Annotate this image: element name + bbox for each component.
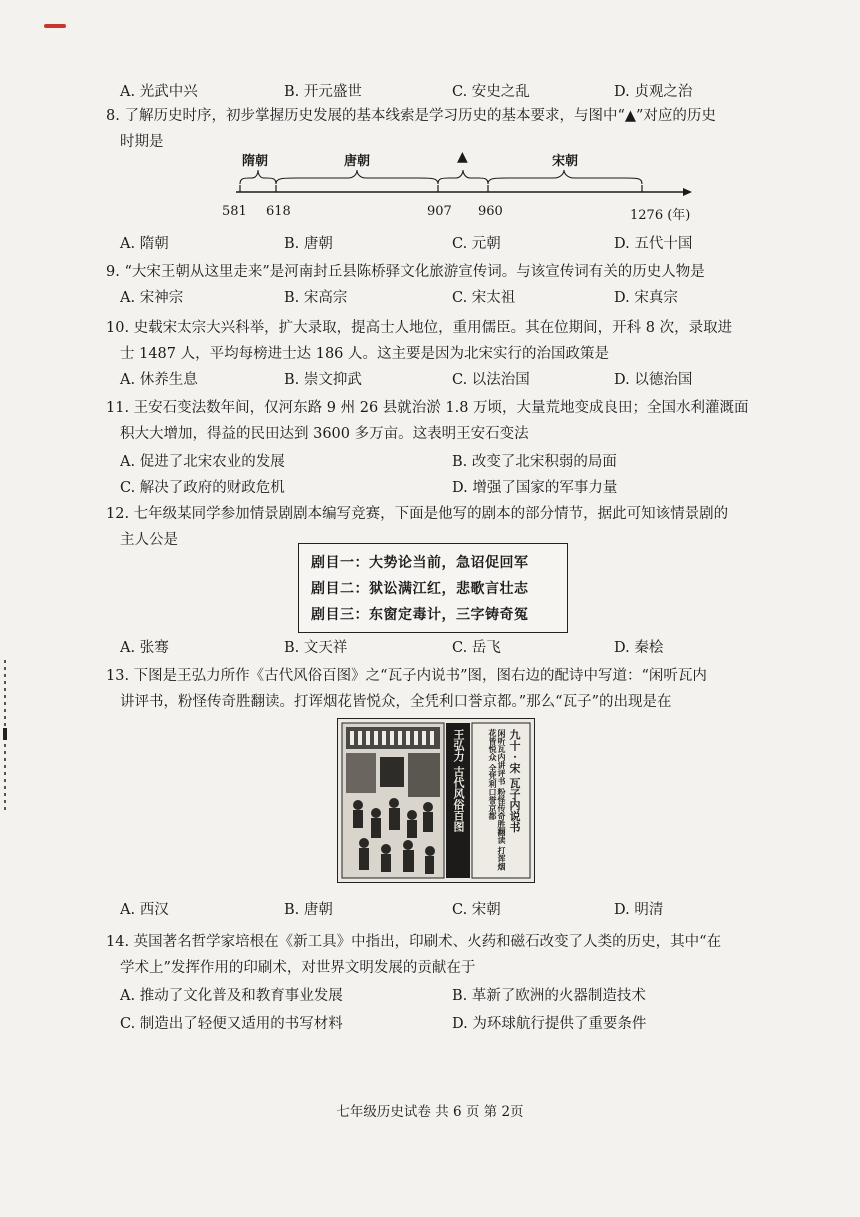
- q13-option-d: D. 明清: [614, 902, 664, 918]
- q13-option-a: A. 西汉: [120, 902, 169, 918]
- timeline-year-581: 581: [222, 204, 247, 219]
- timeline-diagram: [222, 148, 698, 224]
- q11-stem-line2: 积大大增加，得益的民田达到 3600 多万亩。这表明王安石变法: [120, 426, 529, 442]
- q11-option-c: C. 解决了政府的财政危机: [120, 480, 285, 496]
- q9-option-d: D. 宋真宗: [614, 290, 678, 306]
- q10-option-b: B. 崇文抑武: [284, 372, 362, 388]
- q11-option-a: A. 促进了北宋农业的发展: [120, 454, 285, 470]
- q10-option-d: D. 以德治国: [614, 372, 693, 388]
- page-footer: 七年级历史试卷 共 6 页 第 2页: [336, 1104, 524, 1120]
- timeline-label-tang: 唐朝: [344, 154, 371, 169]
- q10-stem-line1: 10. 史载宋太宗大兴科举，扩大录取，提高士人地位，重用儒臣。其在位期间，开科 8 次，录取进: [106, 320, 733, 336]
- script-act-3: 剧目三：东窗定毒计，三字铸奇冤: [311, 607, 529, 623]
- q11-option-d: D. 增强了国家的军事力量: [452, 480, 618, 496]
- q13-stem-line1: 13. 下图是王弘力所作《古代风俗百图》之“瓦子内说书”图，图右边的配诗中写道：“闲听瓦内: [106, 668, 707, 684]
- q10-option-c: C. 以法治国: [452, 372, 530, 388]
- q12-stem-line2: 主人公是: [120, 532, 178, 548]
- q9-option-c: C. 宋太祖: [452, 290, 516, 306]
- timeline-year-1276: 1276 (年): [630, 208, 691, 223]
- q14-stem-line1: 14. 英国著名哲学家培根在《新工具》中指出，印刷术、火药和磁石改变了人类的历史，其中“在: [106, 934, 722, 950]
- storytelling-woodcut-image: [337, 718, 535, 883]
- q14-stem-line2: 学术上”发挥作用的印刷术，对世界文明发展的贡献在于: [120, 960, 476, 976]
- q13-stem-line2: 讲评书，粉怪传奇胜翻读。打诨烟花皆悦众，全凭利口誉京都。”那么“瓦子”的出现是在: [120, 694, 672, 710]
- woodcut-heading: 九十 · 宋 瓦子内说书: [508, 729, 521, 833]
- timeline-year-618: 618: [266, 204, 291, 219]
- q14-option-c: C. 制造出了轻便又适用的书写材料: [120, 1016, 343, 1032]
- script-outline-box: [298, 543, 568, 633]
- q8-stem-line2: 时期是: [120, 134, 164, 150]
- q7-option-d: D. 贞观之治: [614, 84, 693, 100]
- q10-stem-line2: 士 1487 人，平均每榜进士达 186 人。这主要是因为北宋实行的治国政策是: [120, 346, 610, 362]
- q8-option-b: B. 唐朝: [284, 236, 333, 252]
- timeline-triangle-marker: ▲: [457, 149, 468, 165]
- q14-option-a: A. 推动了文化普及和教育事业发展: [120, 988, 343, 1004]
- q8-option-a: A. 隋朝: [120, 236, 169, 252]
- script-act-2: 剧目二：狱讼满江红，悲歌言壮志: [311, 581, 529, 597]
- q8-stem-line1: 8. 了解历史时序，初步掌握历史发展的基本线索是学习历史的基本要求，与图中“▲”对应的历史: [106, 108, 716, 124]
- q9-option-b: B. 宋高宗: [284, 290, 348, 306]
- timeline-label-song: 宋朝: [552, 154, 579, 169]
- timeline-year-907: 907: [427, 204, 452, 219]
- q8-option-c: C. 元朝: [452, 236, 501, 252]
- q7-option-a: A. 光武中兴: [120, 84, 198, 100]
- timeline-year-960: 960: [478, 204, 503, 219]
- timeline-label-sui: 隋朝: [242, 154, 269, 169]
- q12-option-d: D. 秦桧: [614, 640, 664, 656]
- woodcut-banner-text: 王弘力 古代风俗百图: [452, 729, 465, 832]
- q13-option-b: B. 唐朝: [284, 902, 333, 918]
- q7-option-c: C. 安史之乱: [452, 84, 530, 100]
- q7-option-b: B. 开元盛世: [284, 84, 362, 100]
- q12-option-c: C. 岳飞: [452, 640, 501, 656]
- red-mark: [44, 24, 66, 28]
- q14-option-d: D. 为环球航行提供了重要条件: [452, 1016, 647, 1032]
- q12-option-b: B. 文天祥: [284, 640, 348, 656]
- q8-option-d: D. 五代十国: [614, 236, 693, 252]
- binding-mark: [3, 728, 7, 740]
- q14-option-b: B. 革新了欧洲的火器制造技术: [452, 988, 646, 1004]
- q11-option-b: B. 改变了北宋积弱的局面: [452, 454, 617, 470]
- woodcut-poem: 闲听瓦内讲评书 粉怪传奇胜翻读 打诨烟花皆悦众 全凭利口誉京都: [488, 729, 507, 871]
- q9-option-a: A. 宋神宗: [120, 290, 184, 306]
- q13-option-c: C. 宋朝: [452, 902, 501, 918]
- q11-stem-line1: 11. 王安石变法数年间，仅河东路 9 州 26 县就治淤 1.8 万顷，大量荒地变成良田；全国水利灌溉面: [106, 400, 749, 416]
- q12-option-a: A. 张骞: [120, 640, 169, 656]
- q10-option-a: A. 休养生息: [120, 372, 198, 388]
- q9-stem: 9. “大宋王朝从这里走来”是河南封丘县陈桥驿文化旅游宣传词。与该宣传词有关的历史人物是: [106, 264, 705, 280]
- script-act-1: 剧目一：大势论当前，急诏促回军: [311, 555, 529, 571]
- q12-stem-line1: 12. 七年级某同学参加情景剧剧本编写竞赛，下面是他写的剧本的部分情节，据此可知该情景剧的: [106, 506, 729, 522]
